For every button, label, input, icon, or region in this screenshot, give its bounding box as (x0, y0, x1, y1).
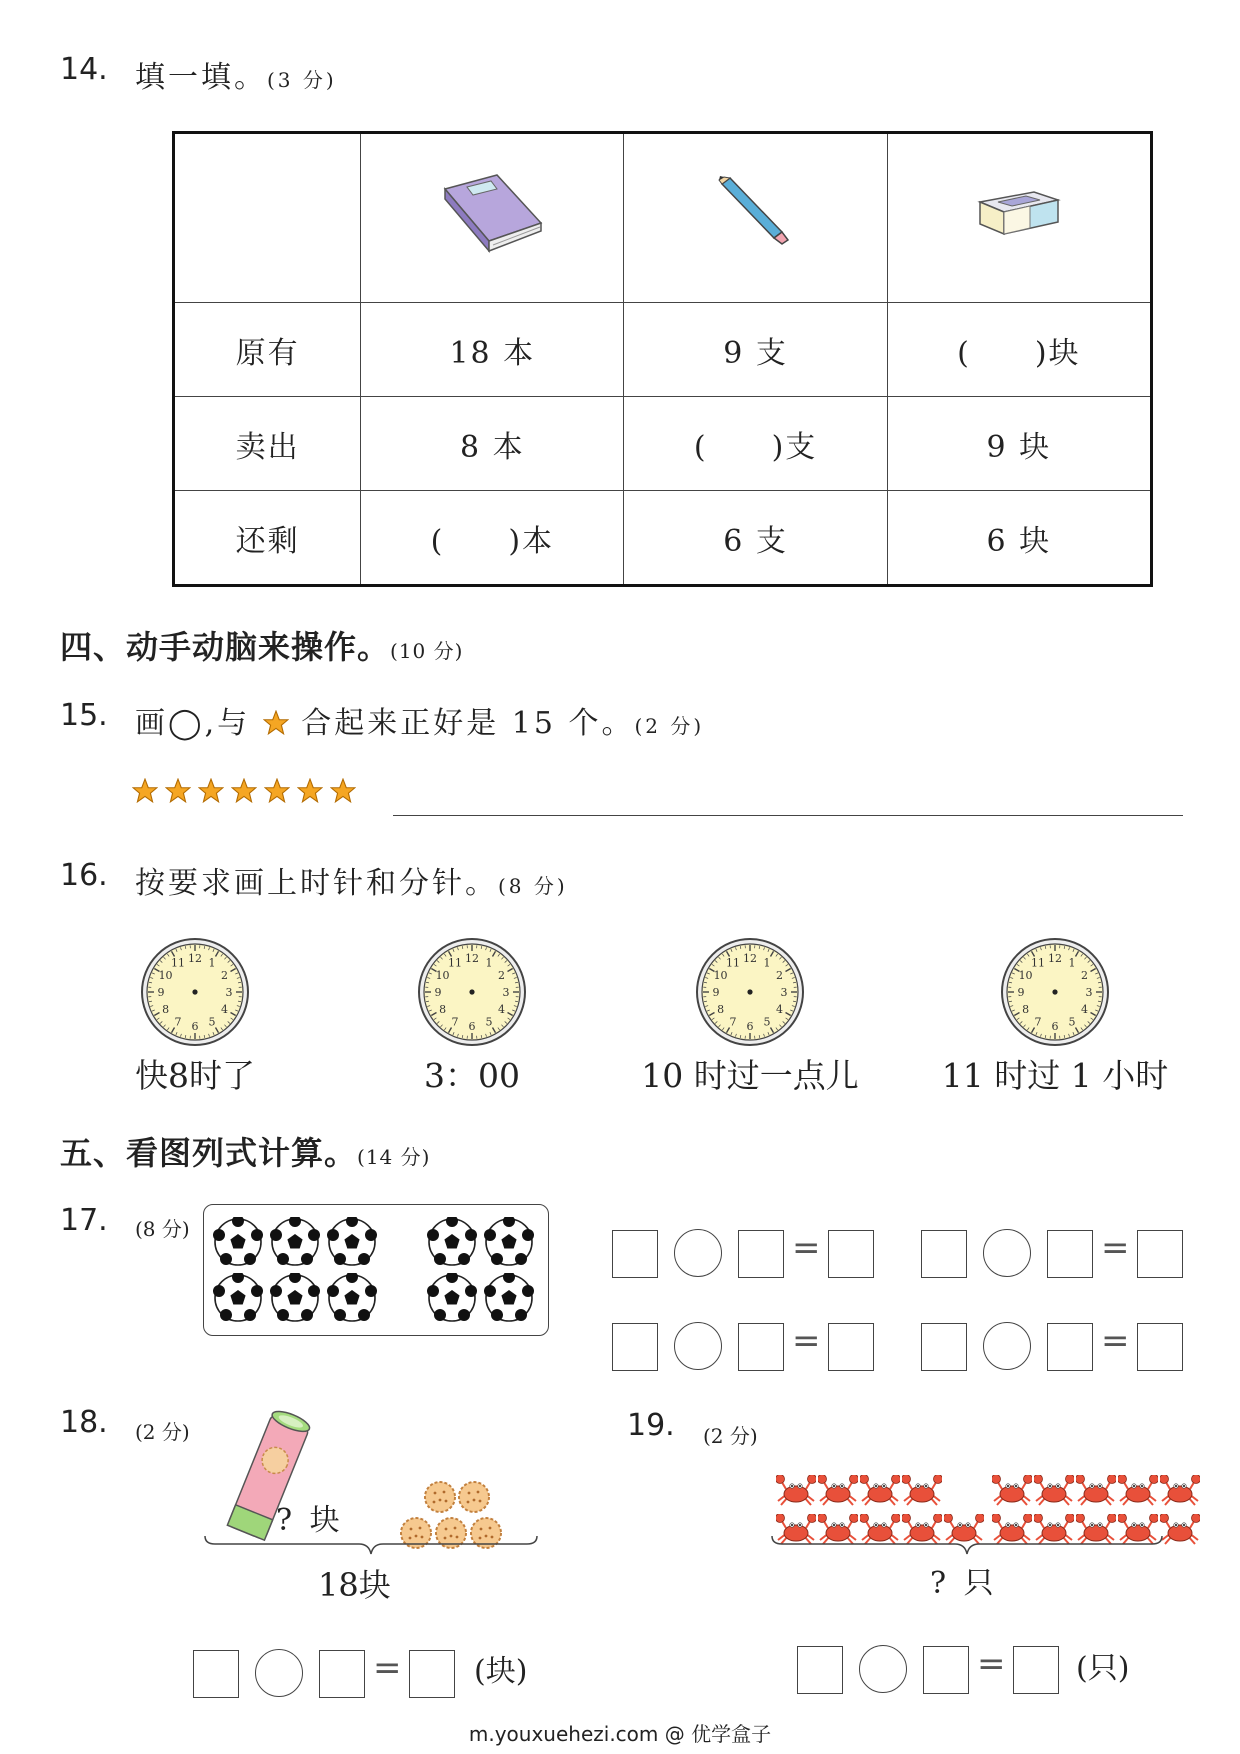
answer-box[interactable] (1137, 1323, 1183, 1371)
clock-number: 3 (502, 986, 510, 999)
section-title-text: 四、动手动脑来操作。 (60, 628, 391, 666)
clock-number: 1 (763, 956, 771, 970)
star-icon (231, 778, 257, 804)
clock-number: 9 (434, 986, 442, 999)
soccer-ball-icon (327, 1217, 377, 1267)
equals-sign: = (373, 1648, 402, 1688)
clock-number: 11 (726, 956, 740, 970)
soccer-ball-icon (213, 1217, 263, 1267)
crab-icon (776, 1475, 816, 1507)
clock-number: 10 (158, 969, 173, 982)
eraser-cell (887, 133, 1151, 303)
clock-number: 6 (191, 1020, 199, 1033)
clock-label: 快8时了 (135, 1056, 255, 1095)
total-label: 18块 (318, 1566, 391, 1604)
points: (14 分) (357, 1145, 431, 1169)
points: (8 分) (498, 874, 568, 898)
clock-number: 2 (497, 969, 505, 982)
answer-box[interactable] (409, 1650, 455, 1698)
section-title (60, 622, 463, 668)
clock-number: 4 (220, 1003, 228, 1016)
clock-face[interactable] (999, 936, 1111, 1048)
question-text (135, 698, 704, 742)
question-number: 17. (60, 1203, 108, 1238)
answer-box[interactable] (921, 1323, 967, 1371)
clock-number: 12 (1048, 952, 1062, 965)
equals-sign: = (792, 1321, 821, 1361)
equals-sign: = (977, 1644, 1006, 1684)
clock-number: 8 (1022, 1003, 1030, 1016)
crab-icon (860, 1475, 900, 1507)
question-prompt: 填一填。 (135, 60, 267, 95)
soccer-ball-icon (270, 1273, 320, 1323)
section-title-text: 五、看图列式计算。 (60, 1134, 358, 1172)
clock-number: 5 (208, 1015, 216, 1029)
question-number: 14. (60, 52, 108, 87)
soccer-ball-icon (427, 1217, 477, 1267)
blank-cell[interactable]: ( )支 (624, 397, 887, 491)
clock-face[interactable] (694, 936, 806, 1048)
question-number: 16. (60, 858, 108, 893)
unit-label: (块) (474, 1654, 528, 1689)
blank-cell[interactable]: ( )块 (887, 303, 1151, 397)
clock-number: 1 (485, 956, 493, 970)
star-icon (165, 778, 191, 804)
clock-number: 4 (497, 1003, 505, 1016)
answer-box[interactable] (1047, 1230, 1093, 1278)
empty-header-cell (174, 133, 361, 303)
clock-number: 2 (775, 969, 783, 982)
pencil-cell (624, 133, 887, 303)
pencil-icon (716, 174, 796, 254)
operator-circle[interactable] (983, 1229, 1031, 1277)
answer-box[interactable] (612, 1230, 658, 1278)
clock-center (1052, 989, 1057, 994)
answer-box[interactable] (193, 1650, 239, 1698)
answer-box[interactable] (797, 1646, 843, 1694)
answer-box[interactable] (828, 1323, 874, 1371)
clock-center (192, 989, 197, 994)
clock-number: 12 (188, 952, 202, 965)
clock-number: 4 (1080, 1003, 1088, 1016)
unknown-count: ? 只 (930, 1566, 998, 1601)
clock-label: 10 时过一点儿 (641, 1056, 859, 1095)
question-number: 18. (60, 1405, 108, 1440)
clock-number: 7 (1034, 1015, 1042, 1029)
question-prompt: 画◯,与 (135, 706, 251, 741)
crab-icon (1118, 1475, 1158, 1507)
clock-number: 8 (717, 1003, 725, 1016)
clock-number: 9 (157, 986, 165, 999)
question-prompt: 按要求画上时针和分针。 (135, 866, 498, 901)
answer-box[interactable] (921, 1230, 967, 1278)
unknown-count: ? 块 (276, 1503, 344, 1538)
answer-box[interactable] (828, 1230, 874, 1278)
question-text (135, 858, 568, 902)
crab-icon (1076, 1475, 1116, 1507)
answer-box[interactable] (738, 1230, 784, 1278)
clock-number: 11 (448, 956, 462, 970)
clock-number: 8 (162, 1003, 170, 1016)
operator-circle[interactable] (674, 1229, 722, 1277)
unit-label: (只) (1076, 1651, 1130, 1686)
book-icon (437, 169, 547, 259)
clock-number: 4 (775, 1003, 783, 1016)
points: (10 分) (390, 639, 464, 663)
question-number: 15. (60, 698, 108, 733)
answer-line[interactable] (393, 815, 1183, 816)
soccer-ball-icon (484, 1273, 534, 1323)
clock-number: 6 (746, 1020, 754, 1033)
answer-box[interactable] (319, 1650, 365, 1698)
crab-icon (1034, 1475, 1074, 1507)
clock-number: 12 (743, 952, 757, 965)
brace (770, 1534, 1164, 1556)
clock-number: 9 (1017, 986, 1025, 999)
clock-number: 6 (468, 1020, 476, 1033)
points: (2 分) (703, 1424, 758, 1448)
clock-number: 2 (220, 969, 228, 982)
points: (8 分) (135, 1217, 190, 1241)
question-prompt: 合起来正好是 15 个。 (301, 706, 635, 741)
crab-icon (902, 1475, 942, 1507)
clock-number: 11 (1031, 956, 1045, 970)
blank-cell[interactable]: ( )本 (361, 491, 624, 586)
crab-icon (818, 1475, 858, 1507)
table-cell: 6 支 (624, 491, 887, 586)
clock-number: 6 (1051, 1020, 1059, 1033)
cookie-icon (457, 1480, 491, 1514)
clock-number: 3 (225, 986, 233, 999)
clock-number: 3 (1085, 986, 1093, 999)
table-cell: 8 本 (361, 397, 624, 491)
clock-number: 7 (729, 1015, 737, 1029)
star-icon (330, 778, 356, 804)
crab-icon (992, 1475, 1032, 1507)
points: (2 分) (634, 714, 705, 738)
table-cell: 18 本 (361, 303, 624, 397)
answer-box[interactable] (923, 1646, 969, 1694)
equals-sign: = (1101, 1228, 1130, 1268)
row-label: 还剩 (174, 491, 361, 586)
eraser-icon (974, 184, 1064, 244)
table-cell: 9 块 (887, 397, 1151, 491)
clock-number: 8 (439, 1003, 447, 1016)
soccer-ball-icon (213, 1273, 263, 1323)
clock-number: 1 (1068, 956, 1076, 970)
clock-number: 10 (713, 969, 728, 982)
crab-icon (1160, 1514, 1200, 1546)
equals-sign: = (1101, 1321, 1130, 1361)
clock-number: 10 (435, 969, 450, 982)
clock-number: 11 (171, 956, 185, 970)
section-title (60, 1128, 430, 1174)
footer-watermark: m.youxuehezi.com @ 优学盒子 (468, 1722, 772, 1746)
star-icon (264, 778, 290, 804)
answer-box[interactable] (612, 1323, 658, 1371)
points: (2 分) (135, 1420, 190, 1444)
question-text (135, 52, 337, 96)
row-label: 卖出 (174, 397, 361, 491)
operator-circle[interactable] (255, 1649, 303, 1697)
soccer-ball-icon (427, 1273, 477, 1323)
star-icon (198, 778, 224, 804)
star-icon (263, 710, 289, 736)
table-cell: 6 块 (887, 491, 1151, 586)
book-cell (361, 133, 624, 303)
star-icon (297, 778, 323, 804)
soccer-ball-icon (270, 1217, 320, 1267)
question-number: 19. (627, 1408, 675, 1443)
clock-number: 7 (174, 1015, 182, 1029)
soccer-ball-icon (327, 1273, 377, 1323)
row-label: 原有 (174, 303, 361, 397)
clock-number: 3 (780, 986, 788, 999)
equals-sign: = (792, 1228, 821, 1268)
operator-circle[interactable] (983, 1322, 1031, 1370)
points: (3 分) (267, 68, 337, 92)
clock-number: 10 (1018, 969, 1033, 982)
operator-circle[interactable] (859, 1645, 907, 1693)
clock-number: 5 (1068, 1015, 1076, 1029)
clock-number: 5 (485, 1015, 493, 1029)
clock-center (747, 989, 752, 994)
clock-number: 1 (208, 956, 216, 970)
soccer-ball-icon (484, 1217, 534, 1267)
clock-number: 9 (712, 986, 720, 999)
clock-number: 5 (763, 1015, 771, 1029)
clock-number: 7 (451, 1015, 459, 1029)
star-row (132, 778, 363, 808)
operator-circle[interactable] (674, 1322, 722, 1370)
clock-face[interactable] (139, 936, 251, 1048)
answer-box[interactable] (1137, 1230, 1183, 1278)
crab-icon (1160, 1475, 1200, 1507)
clock-number: 12 (465, 952, 479, 965)
answer-box[interactable] (738, 1323, 784, 1371)
answer-box[interactable] (1013, 1646, 1059, 1694)
clock-center (469, 989, 474, 994)
table-cell: 9 支 (624, 303, 887, 397)
brace (203, 1534, 539, 1556)
fill-table (172, 131, 1153, 587)
answer-box[interactable] (1047, 1323, 1093, 1371)
clock-number: 2 (1080, 969, 1088, 982)
cookie-icon (423, 1480, 457, 1514)
star-icon (132, 778, 158, 804)
clock-label: 11 时过 1 小时 (941, 1056, 1169, 1095)
clock-face[interactable] (416, 936, 528, 1048)
clock-label: 3：00 (424, 1056, 520, 1095)
